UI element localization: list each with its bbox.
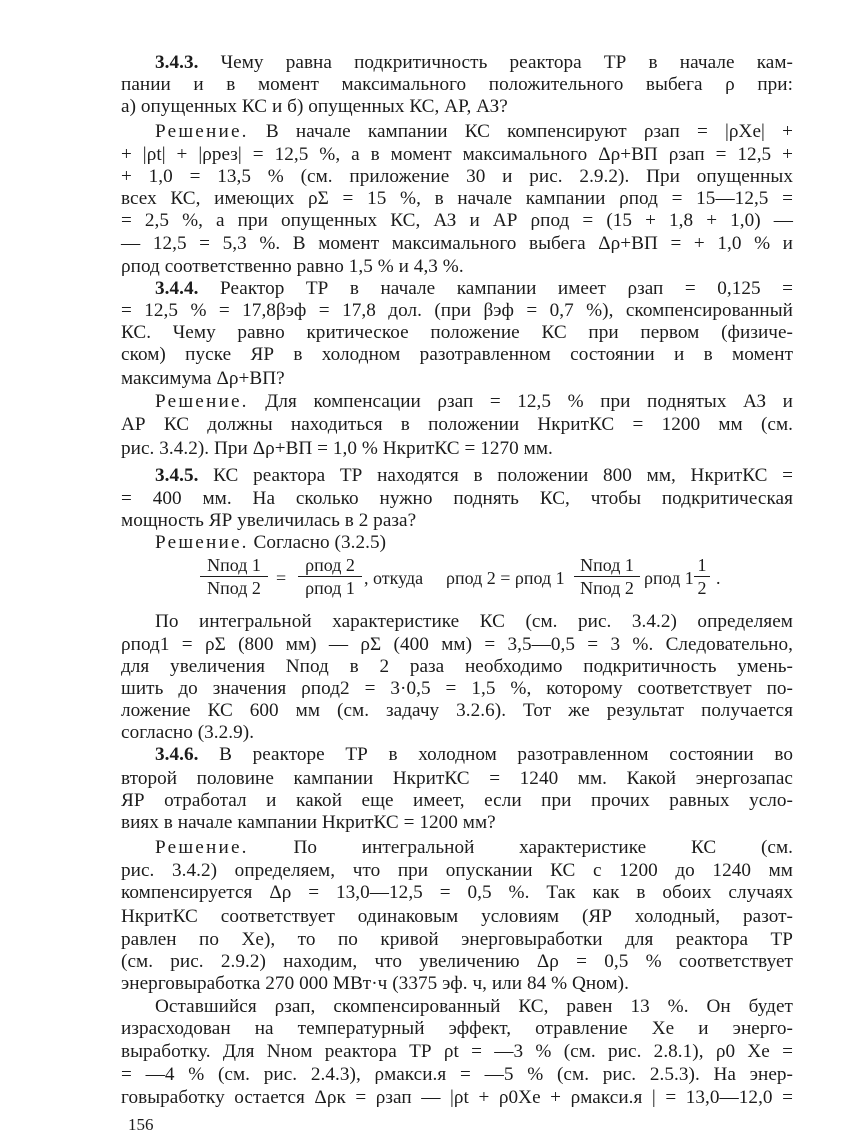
text-line [155,52,793,74]
line-text: — 12,5 = 5,3 %. В момент максимального выбега Δρ+ВП = + 1,0 % и [121,233,793,254]
text-line [121,210,793,232]
line-text: = 400 мм. На сколько нужно поднять КС, чтобы подкритическая [121,488,793,509]
formula-fraction [694,554,710,599]
line-text: израсходован на температурный эффект, отравление Xe и энерго- [121,1018,793,1039]
line-text: ЯР отработал и какой еще имеет, если при прочих равных усло- [121,790,793,811]
line-text: В реакторе ТР в холодном разотравленном состоянии во [198,744,793,765]
line-text: В начале кампании КС компенсируют ρзап = |ρXe| + [248,121,793,142]
text-line [121,790,793,812]
line-text: (см. рис. 2.9.2) находим, что увеличению Δρ = 0,5 % соответствует [121,951,793,972]
text-line [121,166,793,188]
page-number: 156 [128,1115,154,1134]
formula-denominator: Nпод 2 [207,578,261,598]
text-line [121,973,793,995]
formula-fraction [574,554,640,599]
text-line [121,700,793,722]
formula-3-2-5 [200,554,760,606]
text-line [155,278,793,300]
line-text: второй половине кампании HкритКС = 1240 мм. Какой энергозапас [121,768,793,789]
solution-label: Решение. [155,391,249,412]
line-text: максимума Δρ+ВП? [121,368,285,389]
formula-numerator: Nпод 1 [574,554,640,577]
text-line [155,744,793,766]
text-line [155,996,793,1018]
line-text: = 12,5 % = 17,8βэф = 17,8 дол. (при βэф = 0,7 %), скомпенсированный [121,300,793,321]
text-line [121,656,793,678]
text-line [121,438,793,460]
text-line [121,860,793,882]
line-text: = —4 % (см. рис. 2.4.3), ρмакси.я = —5 % (см. рис. 2.5.3). На энер- [121,1064,793,1085]
line-text: = 2,5 %, а при опущенных КС, АЗ и АР ρпод = (15 + 1,8 + 1,0) — [121,210,793,231]
text-line [121,768,793,790]
line-text: равлен по Xe), то по кривой энерговыработки для реактора ТР [121,929,793,950]
line-text: выработку. Для Nном реактора ТР ρt = —3 % (см. рис. 2.8.1), ρ0 Xe = [121,1041,793,1062]
text-line [121,96,793,118]
text-line [121,929,793,951]
line-text: шить до значения ρпод2 = 3·0,5 = 1,5 %, которому соответствует по- [121,678,793,699]
problem-number: 3.4.6. [155,744,199,765]
formula-numerator: 1 [694,554,710,577]
text-line [155,532,793,554]
problem-number: 3.4.5. [155,465,199,486]
line-text: Согласно (3.2.5) [248,532,387,553]
line-text: ρпод соответственно равно 1,5 % и 4,3 %. [121,256,464,277]
line-text: + 1,0 = 13,5 % (см. приложение 30 и рис. 2.9.2). При опущенных [121,166,793,187]
line-text: Оставшийся ρзап, скомпенсированный КС, равен 13 %. Он будет [155,996,793,1017]
solution-label: Решение. [155,837,249,858]
text-line [121,1018,793,1040]
text-line [121,722,793,744]
problem-number: 3.4.3. [155,52,199,73]
text-line [121,414,793,436]
text-line [121,1064,793,1086]
formula-numerator: ρпод 2 [298,554,362,577]
formula-fraction [298,554,362,599]
text-line [121,144,793,166]
text-line [121,1087,793,1109]
text-line [121,74,793,96]
line-text: а) опущенных КС и б) опущенных КС, АР, АЗ? [121,96,508,117]
text-line [121,951,793,973]
formula-text: , откуда [364,568,424,588]
line-text: ρпод1 = ρΣ (800 мм) — ρΣ (400 мм) = 3,5—0,5 = 3 %. Следовательно, [121,634,793,655]
line-text: энерговыработка 270 000 МВт·ч (3375 эф. ч, или 84 % Qном). [121,973,629,994]
formula-numerator: Nпод 1 [200,554,268,577]
formula-text: ρпод 1 [644,568,694,588]
line-text: По интегральной характеристике КС (см. рис. 3.4.2) определяем [155,611,793,632]
line-text: ском) пуске ЯР в холодном разотравленном состоянии и в момент [121,344,793,365]
text-line [155,121,793,143]
text-line [121,906,793,928]
line-text: всех КС, имеющих ρΣ = 15 %, в начале кампании ρпод = 15—12,5 = [121,188,793,209]
formula-denominator: Nпод 2 [580,578,634,598]
line-text: Чему равна подкритичность реактора ТР в начале кам- [198,52,793,73]
text-line [121,322,793,344]
line-text: По интегральной характеристике КС (см. [248,837,793,858]
line-text: HкритКС соответствует одинаковым условиям (ЯР холодный, разот- [121,906,793,927]
solution-label: Решение. [155,121,249,142]
line-text: согласно (3.2.9). [121,722,255,743]
formula-denominator: 2 [697,578,707,598]
line-text: мощность ЯР увеличилась в 2 раза? [121,510,417,531]
line-text: КС реактора ТР находятся в положении 800 мм, HкритКС = [198,465,793,486]
line-text: рис. 3.4.2) определяем, что при опускании КС с 1200 до 1240 мм [121,860,793,881]
line-text: Реактор ТР в начале кампании имеет ρзап = 0,125 = [198,278,793,299]
text-line [121,882,793,904]
formula-denominator: ρпод 1 [305,578,355,598]
text-line [121,300,793,322]
text-line [121,256,793,278]
line-text: КС. Чему равно критическое положение КС при первом (физиче- [121,322,793,343]
line-text: Для компенсации ρзап = 12,5 % при поднятых АЗ и [248,391,793,412]
text-line [121,488,793,510]
problem-number: 3.4.4. [155,278,199,299]
text-line [121,634,793,656]
text-line [121,510,793,532]
line-text: + |ρt| + |ρрез| = 12,5 %, а в момент максимального Δρ+ВП ρзап = 12,5 + [121,144,793,165]
text-line [155,837,793,859]
line-text: рис. 3.4.2). При Δρ+ВП = 1,0 % HкритКС = 1270 мм. [121,438,553,459]
line-text: говыработку остается Δρк = ρзап — |ρt + ρ0Xe + ρмакси.я | = 13,0—12,0 = [121,1087,793,1108]
text-line [121,678,793,700]
formula-text: ρпод 2 = ρпод 1 [446,568,565,588]
text-line [121,1041,793,1063]
text-line [155,465,793,487]
line-text: компенсируется Δρ = 13,0—12,5 = 0,5 %. Так как в обоих случаях [121,882,793,903]
formula-text: . [716,568,721,588]
line-text: виях в начале кампании HкритКС = 1200 мм? [121,812,496,833]
formula-equals: = [276,568,287,588]
line-text: АР КС должны находиться в положении HкритКС = 1200 мм (см. [121,414,793,435]
text-line [121,812,793,834]
formula-fraction [200,554,268,599]
text-line [121,188,793,210]
text-line [155,391,793,413]
text-line [121,233,793,255]
text-line [121,368,793,390]
line-text: ложение КС 600 мм (см. задачу 3.2.6). Тот же результат получается [121,700,793,721]
text-line [121,344,793,366]
line-text: для увеличения Nпод в 2 раза необходимо подкритичность умень- [121,656,793,677]
text-line [155,611,793,633]
solution-label: Решение. [155,532,249,553]
line-text: пании и в момент максимального положительного выбега ρ при: [121,74,793,95]
